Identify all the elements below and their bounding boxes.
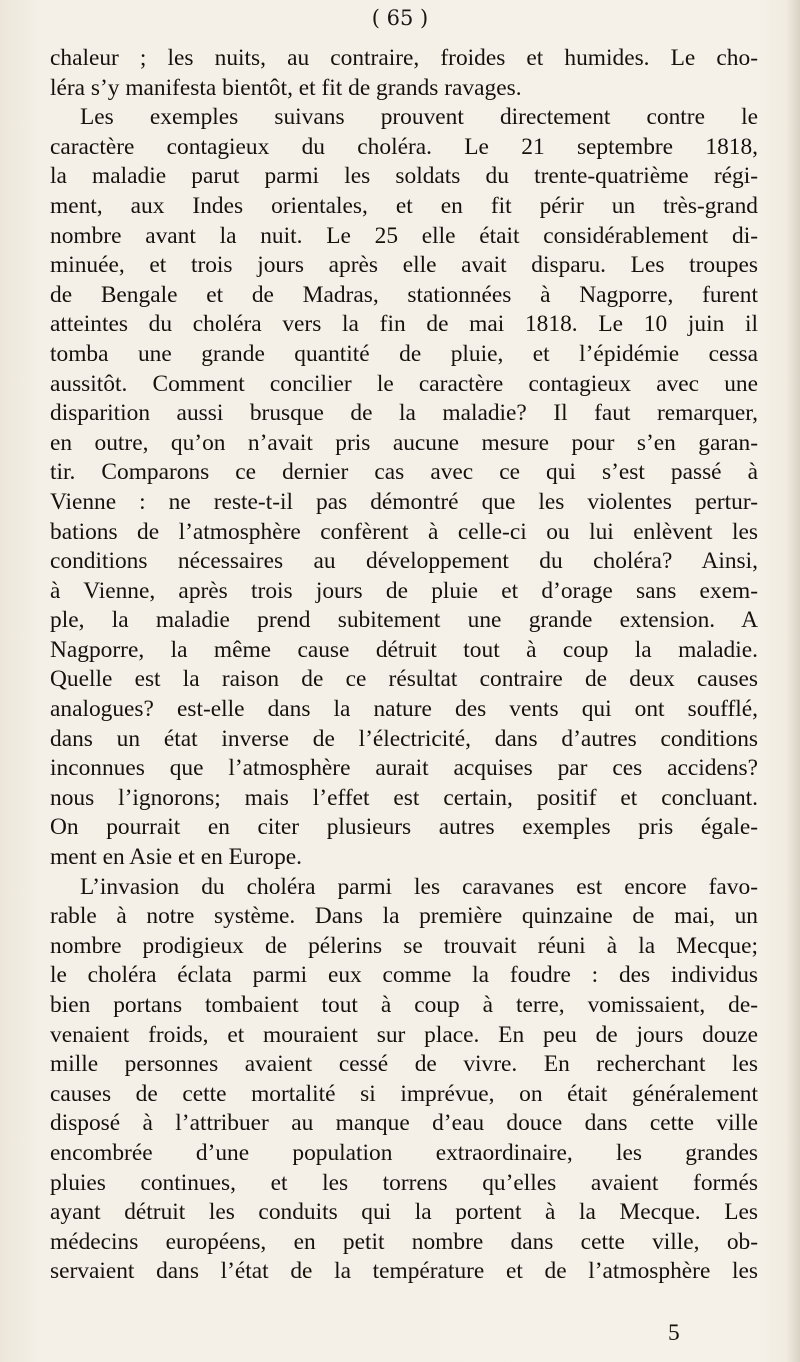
text-line: médecins européens, en petit nombre dans cette ville, ob- (50, 1228, 758, 1255)
text-line: Nagporre, la même cause détruit tout à coup la maladie. (50, 636, 758, 663)
text-line: tir. Comparons ce dernier cas avec ce qui s’est passé à (50, 459, 758, 486)
text-line: disposé à l’attribuer au manque d’eau douce dans cette ville (50, 1110, 758, 1137)
text-line: ment en Asie et en Europe. (50, 844, 303, 871)
text-line: causes de cette mortalité si imprévue, on était généralement (50, 1080, 758, 1107)
text-line: servaient dans l’état de la température et de l’atmosphère les (50, 1258, 758, 1285)
text-line: bations de l’atmosphère confèrent à celle-ci ou lui enlèvent les (50, 518, 758, 545)
text-line: minuée, et trois jours après elle avait disparu. Les troupes (50, 252, 758, 279)
text-line: On pourrait en citer plusieurs autres exemples pris égale- (50, 814, 758, 841)
text-line: ayant détruit les conduits qui la portent à la Mecque. Les (50, 1199, 758, 1226)
page-number: ( 65 ) (371, 6, 429, 30)
text-line: inconnues que l’atmosphère aurait acquises par ces accidens? (50, 755, 758, 782)
text-line: de Bengale et de Madras, stationnées à Nagporre, furent (50, 281, 758, 308)
text-line: le choléra éclata parmi eux comme la foudre : des individus (50, 962, 758, 989)
text-line: L’invasion du choléra parmi les caravanes est encore favo- (80, 873, 758, 900)
text-line: bien portans tombaient tout à coup à terre, vomissaient, de- (50, 992, 758, 1018)
text-line: nombre prodigieux de pélerins se trouvait réuni à la Mecque; (50, 932, 758, 959)
text-line: analogues? est-elle dans la nature des vents qui ont soufflé, (50, 696, 758, 723)
text-line: pluies continues, et les torrens qu’elles avaient formés (50, 1169, 758, 1196)
body-text (50, 44, 758, 1287)
text-line: ment, aux Indes orientales, et en fit périr un très-grand (50, 192, 758, 219)
text-line: venaient froids, et mouraient sur place. En peu de jours douze (50, 1021, 758, 1048)
text-line: rable à notre système. Dans la première quinzaine de mai, un (50, 903, 758, 930)
text-line: mille personnes avaient cessé de vivre. En recherchant les (50, 1051, 758, 1078)
page-edge-shadow (786, 0, 800, 1362)
text-line: atteintes du choléra vers la fin de mai 1818. Le 10 juin il (50, 311, 758, 338)
text-line: ple, la maladie prend subitement une grande extension. A (50, 607, 758, 634)
text-line: Les exemples suivans prouvent directement contre le (80, 104, 758, 131)
text-line: nombre avant la nuit. Le 25 elle était considérablement di- (50, 222, 758, 249)
text-line: nous l’ignorons; mais l’effet est certain, positif et concluant. (50, 784, 758, 811)
text-line: la maladie parut parmi les soldats du trente-quatrième régi- (50, 163, 758, 190)
text-line: caractère contagieux du choléra. Le 21 septembre 1818, (50, 133, 758, 160)
text-line: en outre, qu’on n’avait pris aucune mesure pour s’en garan- (50, 429, 758, 456)
text-line: encombrée d’une population extraordinaire, les grandes (50, 1139, 758, 1166)
text-line: conditions nécessaires au développement du choléra? Ainsi, (50, 548, 758, 575)
text-line: aussitôt. Comment concilier le caractère contagieux avec une (50, 370, 758, 397)
text-line: Quelle est la raison de ce résultat contraire de deux causes (50, 666, 758, 693)
text-line: chaleur ; les nuits, au contraire, froides et humides. Le cho- (50, 45, 758, 71)
text-line: dans un état inverse de l’électricité, dans d’autres conditions (50, 725, 758, 752)
text-line: à Vienne, après trois jours de pluie et d’orage sans exem- (50, 577, 758, 604)
text-line: léra s’y manifesta bientôt, et fit de grands ravages. (50, 74, 522, 101)
text-line: tomba une grande quantité de pluie, et l’épidémie cessa (50, 340, 758, 367)
signature-mark: 5 (668, 1320, 680, 1346)
text-line: Vienne : ne reste-t-il pas démontré que les violentes pertur- (50, 488, 758, 515)
text-line: disparition aussi brusque de la maladie? Il faut remarquer, (50, 400, 758, 427)
